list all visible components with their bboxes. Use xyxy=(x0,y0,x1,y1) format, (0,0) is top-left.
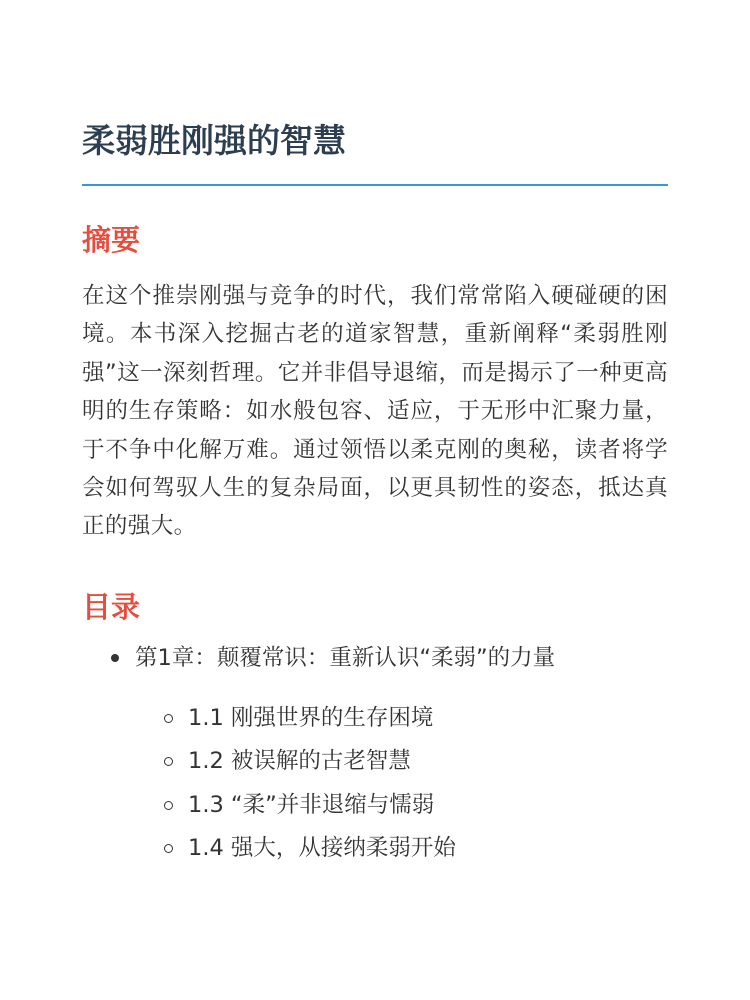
toc-section-item xyxy=(82,827,668,871)
toc-list xyxy=(82,639,668,677)
toc-heading: 目录 xyxy=(82,589,141,624)
toc-chapter xyxy=(82,639,668,677)
bullet-disc-icon xyxy=(111,654,119,662)
bullet-circle-icon xyxy=(164,801,173,810)
abstract-text: 在这个推崇刚强与竞争的时代，我们常常陷入硬碰硬的困境。本书深入挖掘古老的道家智慧，重新阐释“柔弱胜刚强”这一深刻哲理。它并非倡导退缩，而是揭示了一种更高明的生存策略：如水般包容、适应，于无形中汇聚力量，于不争中化解万难。通过领悟以柔克刚的奥秘，读者将学会如何驾驭人生的复杂局面，以更具韧性的姿态，抵达真正的强大。 xyxy=(82,283,668,540)
toc-section-list xyxy=(82,697,668,871)
document-title: 柔弱胜刚强的智慧 xyxy=(82,121,346,160)
toc-section-label: 1.2 被误解的古老智慧 xyxy=(188,748,411,775)
toc-section-item xyxy=(82,784,668,828)
abstract-heading: 摘要 xyxy=(82,223,141,257)
bullet-circle-icon xyxy=(164,844,173,853)
toc-section-label: 1.1 刚强世界的生存困境 xyxy=(188,704,434,731)
toc-section-item xyxy=(82,697,668,741)
bullet-circle-icon xyxy=(164,714,173,723)
toc-section-label: 1.3 “柔”并非退缩与懦弱 xyxy=(188,791,435,818)
toc-section-item xyxy=(82,740,668,784)
title-divider xyxy=(82,184,668,186)
bullet-circle-icon xyxy=(164,757,173,766)
toc-chapter-label: 第1章：颠覆常识：重新认识“柔弱”的力量 xyxy=(135,644,556,671)
toc-section-label: 1.4 强大，从接纳柔弱开始 xyxy=(188,835,456,862)
